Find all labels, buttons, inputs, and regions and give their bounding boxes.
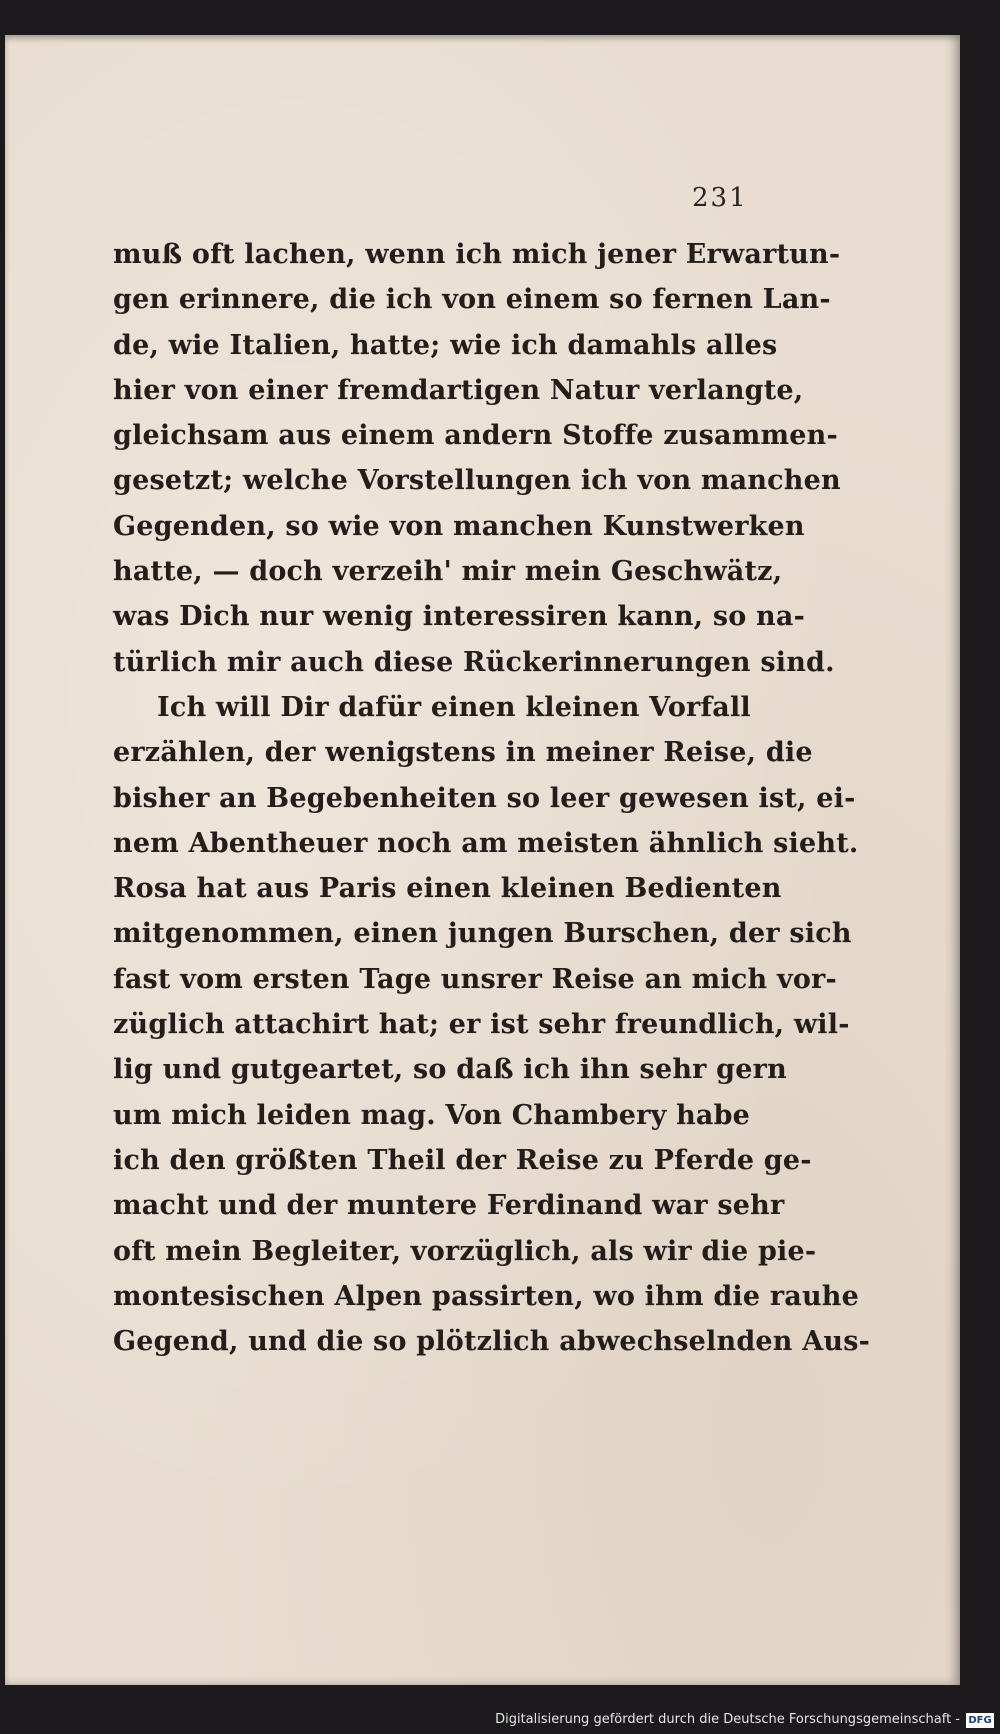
text-line: Rosa hat aus Paris einen kleinen Bedienten xyxy=(113,873,782,905)
body-text xyxy=(113,232,871,1364)
text-line: oft mein Begleiter, vorzüglich, als wir die pie- xyxy=(113,1235,817,1267)
text-line: züglich attachirt hat; er ist sehr freundlich, wil- xyxy=(113,1009,850,1041)
text-line: gesetzt; welche Vorstellungen ich von manchen xyxy=(113,465,841,497)
text-line: ich den größten Theil der Reise zu Pferde ge- xyxy=(113,1144,812,1176)
funding-credit: Digitalisierung gefördert durch die Deutsche Forschungsgemeinschaft - xyxy=(495,1712,960,1727)
text-line: erzählen, der wenigstens in meiner Reise, die xyxy=(113,737,813,769)
text-line: Gegenden, so wie von manchen Kunstwerken xyxy=(113,510,805,542)
text-line: um mich leiden mag. Von Chambery habe xyxy=(113,1099,751,1131)
text-line: fast vom ersten Tage unsrer Reise an mich vor- xyxy=(113,963,837,995)
text-line: türlich mir auch diese Rückerinnerungen sind. xyxy=(113,646,835,678)
text-line: de, wie Italien, hatte; wie ich damahls alles xyxy=(113,329,778,361)
text-line: gen erinnere, die ich von einem so fernen Lan- xyxy=(113,284,831,316)
text-line: lig und gutgeartet, so daß ich ihn sehr gern xyxy=(113,1054,787,1086)
text-line: montesischen Alpen passirten, wo ihm die rauhe xyxy=(113,1280,860,1312)
text-line: Gegend, und die so plötzlich abwechselnden Aus- xyxy=(113,1326,871,1358)
text-line: macht und der muntere Ferdinand war sehr xyxy=(113,1190,785,1222)
page-number: 231 xyxy=(692,183,748,213)
text-line: mitgenommen, einen jungen Burschen, der sich xyxy=(113,918,852,950)
footer-bar xyxy=(0,1708,1000,1734)
text-line: nem Abentheuer noch am meisten ähnlich sieht. xyxy=(113,827,859,859)
text-line: hatte, — doch verzeih' mir mein Geschwätz, xyxy=(113,556,783,588)
text-line: hier von einer fremdartigen Natur verlangte, xyxy=(113,374,804,406)
dfg-logo-icon: DFG xyxy=(966,1713,994,1728)
text-line: was Dich nur wenig interessiren kann, so na- xyxy=(113,601,805,633)
paragraph-start-line: Ich will Dir dafür einen kleinen Vorfall xyxy=(157,691,751,723)
text-line: bisher an Begebenheiten so leer gewesen ist, ei- xyxy=(113,782,856,814)
text-line: muß oft lachen, wenn ich mich jener Erwartun- xyxy=(113,239,841,270)
text-line: gleichsam aus einem andern Stoffe zusammen- xyxy=(113,420,838,452)
